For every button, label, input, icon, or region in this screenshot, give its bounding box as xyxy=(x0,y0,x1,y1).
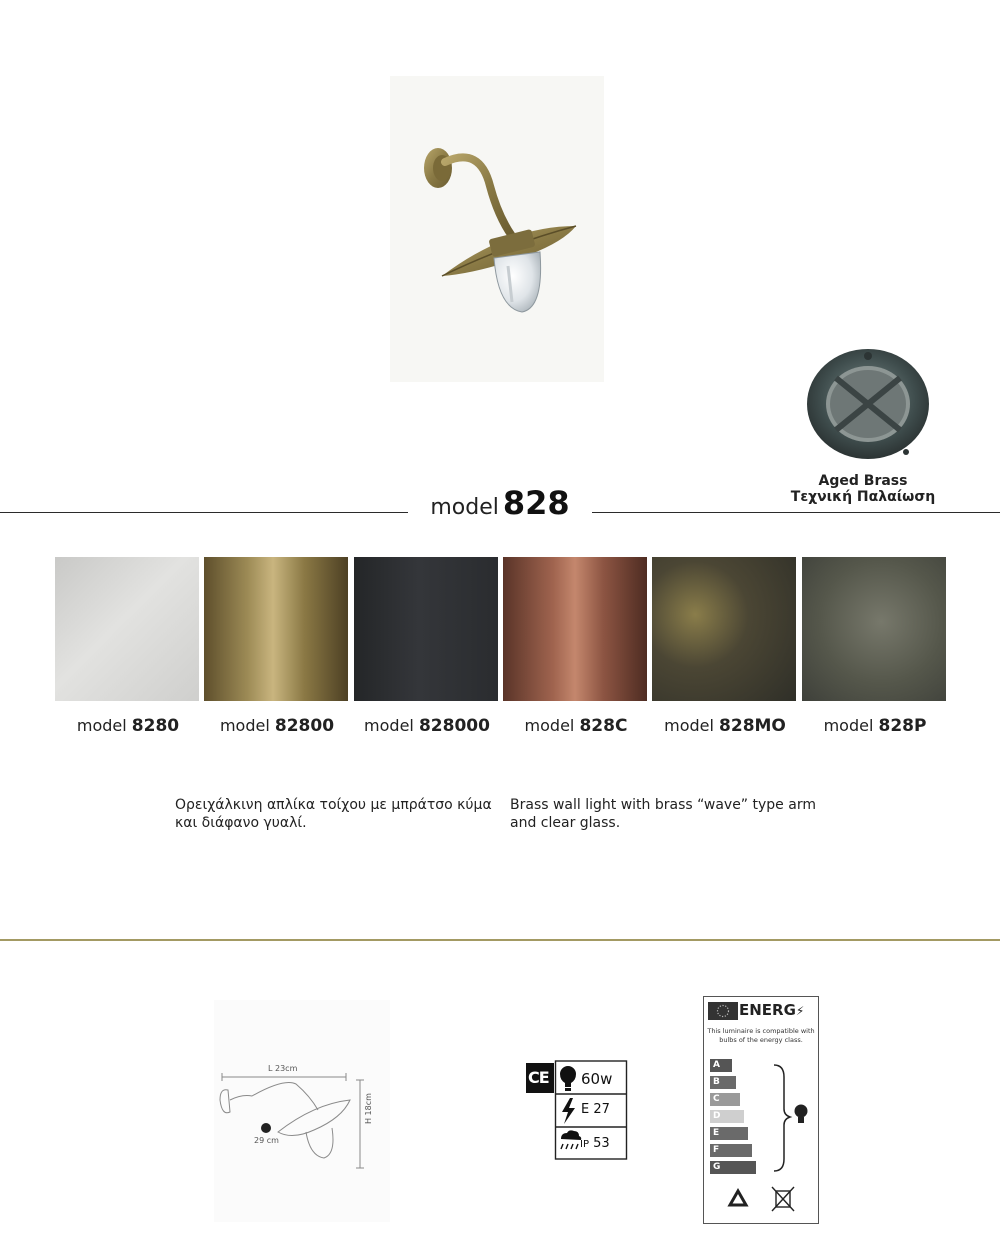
spec-ip xyxy=(580,1136,610,1151)
spec-ip-value: 53 xyxy=(593,1136,610,1151)
finish-swatch-82800 xyxy=(204,557,348,701)
finish-code: 828MO xyxy=(719,716,786,736)
aged-brass-label xyxy=(780,473,946,505)
finish-caption-828000 xyxy=(352,716,502,736)
energy-class-g: G xyxy=(710,1161,756,1174)
finish-swatch-828MO xyxy=(652,557,796,701)
finish-prefix: model xyxy=(524,716,575,735)
bulb-icon xyxy=(560,1066,576,1091)
dimension-length: L 23cm xyxy=(268,1064,298,1073)
aged-brass-name-gr: Τεχνική Παλαίωση xyxy=(790,489,936,505)
finish-prefix: model xyxy=(219,716,270,735)
dimension-diameter: 29 cm xyxy=(254,1136,279,1145)
lightning-icon xyxy=(562,1098,575,1124)
energy-bracket xyxy=(774,1065,790,1171)
finish-prefix: model xyxy=(364,716,414,735)
model-title xyxy=(400,484,600,522)
spec-ip-prefix: IP xyxy=(580,1139,589,1150)
aged-brass-swatch xyxy=(806,348,930,460)
finish-caption-82800 xyxy=(202,716,352,736)
spec-socket: E 27 xyxy=(581,1102,610,1117)
heading-rule-right xyxy=(592,512,1000,513)
aged-brass-name-en: Aged Brass xyxy=(818,473,908,489)
lightning-icon: ⚡ xyxy=(795,1004,805,1018)
finish-code: 828P xyxy=(878,716,927,736)
description-greek: Ορειχάλκινη απλίκα τοίχου με μπράτσο κύμα και διάφανο γυαλί. xyxy=(175,797,492,831)
dimension-height: H 18cm xyxy=(364,1093,373,1124)
finish-swatch-828000 xyxy=(354,557,498,701)
energy-label-text: This luminaire is compatible with bulbs of the energy class. xyxy=(707,1027,815,1044)
finish-code: 8280 xyxy=(131,716,180,736)
energy-label xyxy=(703,996,819,1224)
finish-code: 82800 xyxy=(274,716,335,736)
finish-prefix: model xyxy=(823,716,874,735)
energy-class-f: F xyxy=(710,1144,752,1157)
finish-swatch-828P xyxy=(802,557,946,701)
spec-table xyxy=(526,1060,628,1160)
finish-code: 828000 xyxy=(418,716,490,736)
energy-class-b: B xyxy=(710,1076,736,1089)
finish-caption-828MO xyxy=(650,716,800,736)
recycle-icon xyxy=(730,1191,746,1205)
finish-caption-828P xyxy=(800,716,950,736)
finish-prefix: model xyxy=(76,716,127,735)
description-english: Brass wall light with brass “wave” type arm and clear glass. xyxy=(510,797,816,831)
finish-caption-828C xyxy=(501,716,651,736)
bulb-icon xyxy=(795,1105,808,1124)
finish-caption-8280 xyxy=(53,716,203,736)
energy-class-d: D xyxy=(710,1110,744,1123)
ce-mark: CE xyxy=(528,1068,549,1087)
product-photo xyxy=(390,76,604,382)
energy-title-text: ENERG xyxy=(739,1001,796,1019)
dimension-drawing xyxy=(214,1000,390,1222)
finish-swatch-8280 xyxy=(55,557,199,701)
heading-rule-left xyxy=(0,512,408,513)
weee-bin-icon xyxy=(772,1187,794,1211)
finish-prefix: model xyxy=(664,716,714,735)
energy-class-e: E xyxy=(710,1127,748,1140)
model-title-number: 828 xyxy=(502,484,570,522)
section-divider xyxy=(0,939,1000,941)
finish-swatch-828C xyxy=(503,557,647,701)
spec-wattage: 60w xyxy=(581,1070,613,1088)
rain-icon xyxy=(561,1130,581,1149)
energy-class-a: A xyxy=(710,1059,732,1072)
model-title-prefix: model xyxy=(430,495,499,520)
energy-class-c: C xyxy=(710,1093,740,1106)
finish-code: 828C xyxy=(579,716,628,736)
